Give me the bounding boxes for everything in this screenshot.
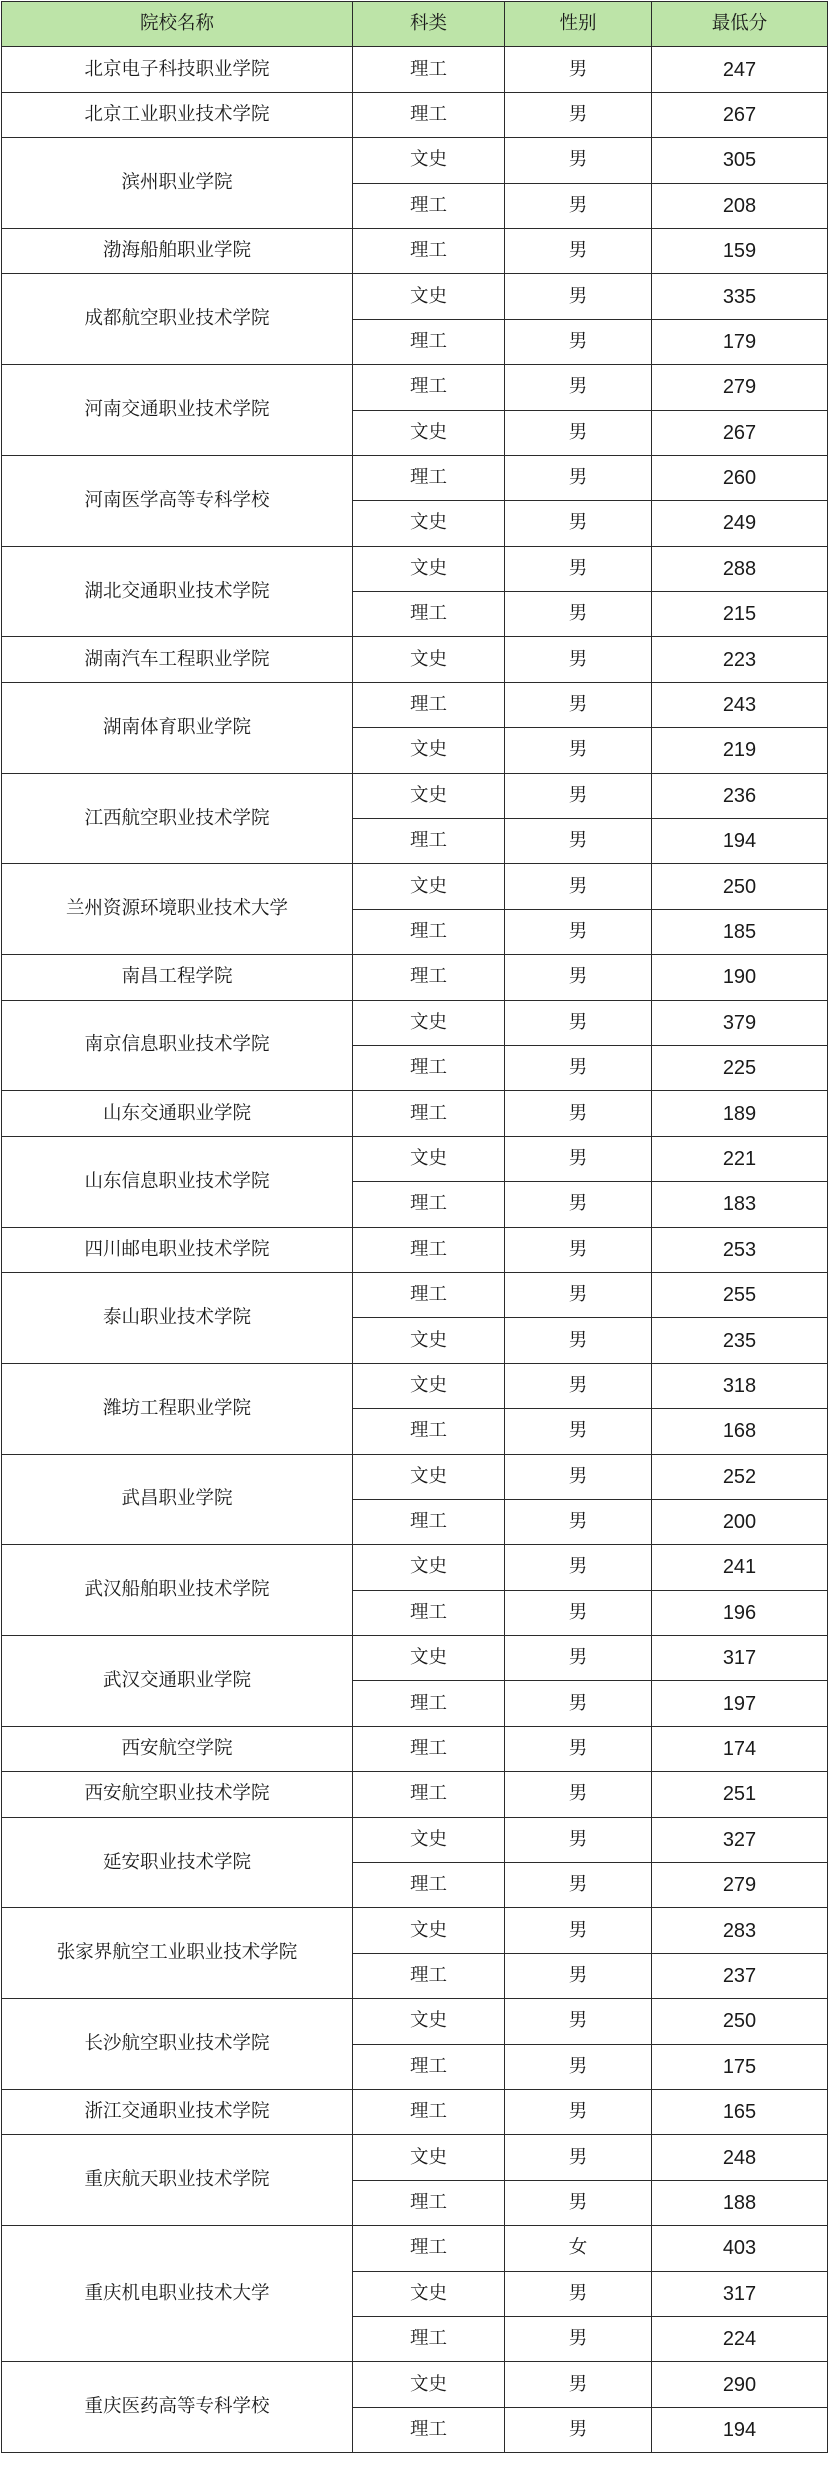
subject-cell: 理工 [353, 1953, 505, 1998]
school-name-cell: 北京电子科技职业学院 [2, 47, 353, 92]
table-row [2, 138, 828, 183]
table-row [2, 455, 828, 500]
table-row [2, 1772, 828, 1817]
gender-cell: 男 [505, 682, 652, 727]
min-score-cell: 251 [652, 1772, 828, 1817]
subject-cell: 理工 [353, 592, 505, 637]
gender-cell: 男 [505, 1863, 652, 1908]
subject-cell: 文史 [353, 2271, 505, 2316]
gender-cell: 男 [505, 2044, 652, 2089]
subject-cell: 理工 [353, 2089, 505, 2134]
gender-cell: 男 [505, 1272, 652, 1317]
table-row [2, 1636, 828, 1681]
gender-cell: 男 [505, 1953, 652, 1998]
school-name-cell: 滨州职业学院 [2, 138, 353, 229]
min-score-cell: 241 [652, 1545, 828, 1590]
school-name-cell: 张家界航空工业职业技术学院 [2, 1908, 353, 1999]
min-score-cell: 183 [652, 1182, 828, 1227]
subject-cell: 理工 [353, 2044, 505, 2089]
gender-cell: 男 [505, 819, 652, 864]
subject-cell: 理工 [353, 455, 505, 500]
school-name-cell: 山东交通职业学院 [2, 1091, 353, 1136]
subject-cell: 理工 [353, 819, 505, 864]
min-score-cell: 288 [652, 546, 828, 591]
min-score-cell: 255 [652, 1272, 828, 1317]
gender-cell: 男 [505, 2316, 652, 2361]
gender-cell: 男 [505, 1636, 652, 1681]
subject-cell: 理工 [353, 1227, 505, 1272]
school-name-cell: 延安职业技术学院 [2, 1817, 353, 1908]
table-row [2, 1817, 828, 1862]
table-row [2, 955, 828, 1000]
school-name-cell: 兰州资源环境职业技术大学 [2, 864, 353, 955]
gender-cell: 男 [505, 138, 652, 183]
min-score-cell: 200 [652, 1499, 828, 1544]
min-score-cell: 224 [652, 2316, 828, 2361]
gender-cell: 男 [505, 1182, 652, 1227]
min-score-cell: 237 [652, 1953, 828, 1998]
gender-cell: 男 [505, 92, 652, 137]
gender-cell: 男 [505, 592, 652, 637]
min-score-cell: 190 [652, 955, 828, 1000]
table-row [2, 637, 828, 682]
min-score-cell: 165 [652, 2089, 828, 2134]
min-score-cell: 179 [652, 319, 828, 364]
min-score-cell: 189 [652, 1091, 828, 1136]
gender-cell: 男 [505, 1590, 652, 1635]
min-score-cell: 248 [652, 2135, 828, 2180]
table-row [2, 1000, 828, 1045]
subject-cell: 理工 [353, 909, 505, 954]
subject-cell: 文史 [353, 1318, 505, 1363]
gender-cell: 男 [505, 546, 652, 591]
min-score-cell: 335 [652, 274, 828, 319]
table-row [2, 1726, 828, 1771]
gender-cell: 男 [505, 1817, 652, 1862]
gender-cell: 男 [505, 864, 652, 909]
gender-cell: 男 [505, 1772, 652, 1817]
min-score-cell: 208 [652, 183, 828, 228]
min-score-cell: 379 [652, 1000, 828, 1045]
table-row [2, 1454, 828, 1499]
table-row [2, 92, 828, 137]
subject-cell: 文史 [353, 1817, 505, 1862]
gender-cell: 男 [505, 1136, 652, 1181]
subject-cell: 文史 [353, 501, 505, 546]
min-score-cell: 403 [652, 2226, 828, 2271]
table-row [2, 365, 828, 410]
gender-cell: 男 [505, 1726, 652, 1771]
school-name-cell: 西安航空职业技术学院 [2, 1772, 353, 1817]
table-row [2, 864, 828, 909]
gender-cell: 男 [505, 274, 652, 319]
table-row [2, 1999, 828, 2044]
table-row [2, 682, 828, 727]
gender-cell: 男 [505, 1454, 652, 1499]
min-score-cell: 223 [652, 637, 828, 682]
gender-cell: 男 [505, 1908, 652, 1953]
subject-cell: 理工 [353, 682, 505, 727]
gender-cell: 男 [505, 2271, 652, 2316]
min-score-cell: 327 [652, 1817, 828, 1862]
header-school-name: 院校名称 [2, 2, 353, 47]
table-row [2, 1908, 828, 1953]
subject-cell: 理工 [353, 2226, 505, 2271]
min-score-cell: 185 [652, 909, 828, 954]
subject-cell: 理工 [353, 1182, 505, 1227]
min-score-cell: 279 [652, 1863, 828, 1908]
subject-cell: 理工 [353, 1272, 505, 1317]
subject-cell: 文史 [353, 728, 505, 773]
min-score-cell: 260 [652, 455, 828, 500]
subject-cell: 文史 [353, 2135, 505, 2180]
school-name-cell: 四川邮电职业技术学院 [2, 1227, 353, 1272]
school-name-cell: 武昌职业学院 [2, 1454, 353, 1545]
gender-cell: 男 [505, 2407, 652, 2452]
school-name-cell: 浙江交通职业技术学院 [2, 2089, 353, 2134]
school-name-cell: 河南交通职业技术学院 [2, 365, 353, 456]
min-score-cell: 279 [652, 365, 828, 410]
gender-cell: 男 [505, 365, 652, 410]
school-name-cell: 长沙航空职业技术学院 [2, 1999, 353, 2090]
gender-cell: 男 [505, 319, 652, 364]
table-row [2, 2226, 828, 2271]
min-score-cell: 318 [652, 1363, 828, 1408]
school-name-cell: 西安航空学院 [2, 1726, 353, 1771]
subject-cell: 文史 [353, 1545, 505, 1590]
gender-cell: 男 [505, 1000, 652, 1045]
gender-cell: 男 [505, 1499, 652, 1544]
gender-cell: 男 [505, 501, 652, 546]
admission-score-table [1, 1, 828, 2453]
min-score-cell: 290 [652, 2362, 828, 2407]
subject-cell: 理工 [353, 1409, 505, 1454]
school-name-cell: 成都航空职业技术学院 [2, 274, 353, 365]
gender-cell: 男 [505, 1545, 652, 1590]
subject-cell: 理工 [353, 1772, 505, 1817]
min-score-cell: 267 [652, 410, 828, 455]
table-row [2, 1091, 828, 1136]
subject-cell: 理工 [353, 47, 505, 92]
min-score-cell: 175 [652, 2044, 828, 2089]
subject-cell: 文史 [353, 1000, 505, 1045]
gender-cell: 男 [505, 1999, 652, 2044]
table-row [2, 1545, 828, 1590]
min-score-cell: 250 [652, 864, 828, 909]
gender-cell: 男 [505, 228, 652, 273]
subject-cell: 理工 [353, 183, 505, 228]
min-score-cell: 317 [652, 1636, 828, 1681]
school-name-cell: 武汉船舶职业技术学院 [2, 1545, 353, 1636]
table-row [2, 1363, 828, 1408]
min-score-cell: 168 [652, 1409, 828, 1454]
gender-cell: 男 [505, 773, 652, 818]
subject-cell: 理工 [353, 1045, 505, 1090]
gender-cell: 男 [505, 183, 652, 228]
min-score-cell: 221 [652, 1136, 828, 1181]
min-score-cell: 305 [652, 138, 828, 183]
header-min-score: 最低分 [652, 2, 828, 47]
school-name-cell: 北京工业职业技术学院 [2, 92, 353, 137]
subject-cell: 理工 [353, 1590, 505, 1635]
min-score-cell: 253 [652, 1227, 828, 1272]
school-name-cell: 潍坊工程职业学院 [2, 1363, 353, 1454]
subject-cell: 文史 [353, 637, 505, 682]
min-score-cell: 194 [652, 819, 828, 864]
school-name-cell: 重庆机电职业技术大学 [2, 2226, 353, 2362]
gender-cell: 女 [505, 2226, 652, 2271]
header-gender: 性别 [505, 2, 652, 47]
subject-cell: 理工 [353, 1681, 505, 1726]
gender-cell: 男 [505, 909, 652, 954]
subject-cell: 理工 [353, 1863, 505, 1908]
min-score-cell: 252 [652, 1454, 828, 1499]
school-name-cell: 武汉交通职业学院 [2, 1636, 353, 1727]
gender-cell: 男 [505, 1045, 652, 1090]
table-row [2, 773, 828, 818]
gender-cell: 男 [505, 637, 652, 682]
subject-cell: 理工 [353, 2180, 505, 2225]
gender-cell: 男 [505, 1318, 652, 1363]
min-score-cell: 188 [652, 2180, 828, 2225]
gender-cell: 男 [505, 410, 652, 455]
table-body [2, 47, 828, 2453]
school-name-cell: 泰山职业技术学院 [2, 1272, 353, 1363]
min-score-cell: 219 [652, 728, 828, 773]
school-name-cell: 江西航空职业技术学院 [2, 773, 353, 864]
header-row [2, 2, 828, 47]
gender-cell: 男 [505, 1681, 652, 1726]
table-row [2, 2135, 828, 2180]
gender-cell: 男 [505, 955, 652, 1000]
table-row [2, 1272, 828, 1317]
gender-cell: 男 [505, 455, 652, 500]
subject-cell: 文史 [353, 410, 505, 455]
subject-cell: 文史 [353, 1908, 505, 1953]
gender-cell: 男 [505, 728, 652, 773]
subject-cell: 文史 [353, 1454, 505, 1499]
subject-cell: 理工 [353, 1726, 505, 1771]
table-row [2, 546, 828, 591]
min-score-cell: 283 [652, 1908, 828, 1953]
subject-cell: 文史 [353, 773, 505, 818]
school-name-cell: 渤海船舶职业学院 [2, 228, 353, 273]
school-name-cell: 湖南汽车工程职业学院 [2, 637, 353, 682]
gender-cell: 男 [505, 1363, 652, 1408]
school-name-cell: 河南医学高等专科学校 [2, 455, 353, 546]
subject-cell: 理工 [353, 228, 505, 273]
subject-cell: 理工 [353, 319, 505, 364]
subject-cell: 文史 [353, 2362, 505, 2407]
subject-cell: 文史 [353, 1999, 505, 2044]
table-row [2, 274, 828, 319]
subject-cell: 文史 [353, 138, 505, 183]
min-score-cell: 243 [652, 682, 828, 727]
school-name-cell: 南昌工程学院 [2, 955, 353, 1000]
gender-cell: 男 [505, 2135, 652, 2180]
min-score-cell: 250 [652, 1999, 828, 2044]
subject-cell: 理工 [353, 92, 505, 137]
school-name-cell: 重庆航天职业技术学院 [2, 2135, 353, 2226]
gender-cell: 男 [505, 2089, 652, 2134]
subject-cell: 理工 [353, 365, 505, 410]
subject-cell: 理工 [353, 955, 505, 1000]
min-score-cell: 236 [652, 773, 828, 818]
school-name-cell: 山东信息职业技术学院 [2, 1136, 353, 1227]
gender-cell: 男 [505, 2362, 652, 2407]
table-row [2, 2089, 828, 2134]
min-score-cell: 197 [652, 1681, 828, 1726]
subject-cell: 文史 [353, 1636, 505, 1681]
school-name-cell: 湖北交通职业技术学院 [2, 546, 353, 637]
school-name-cell: 湖南体育职业学院 [2, 682, 353, 773]
min-score-cell: 225 [652, 1045, 828, 1090]
subject-cell: 理工 [353, 1499, 505, 1544]
subject-cell: 文史 [353, 864, 505, 909]
subject-cell: 理工 [353, 1091, 505, 1136]
min-score-cell: 235 [652, 1318, 828, 1363]
school-name-cell: 重庆医药高等专科学校 [2, 2362, 353, 2453]
table-row [2, 1227, 828, 1272]
subject-cell: 文史 [353, 274, 505, 319]
header-subject: 科类 [353, 2, 505, 47]
min-score-cell: 196 [652, 1590, 828, 1635]
table-row [2, 1136, 828, 1181]
min-score-cell: 317 [652, 2271, 828, 2316]
table-row [2, 47, 828, 92]
school-name-cell: 南京信息职业技术学院 [2, 1000, 353, 1091]
min-score-cell: 194 [652, 2407, 828, 2452]
min-score-cell: 159 [652, 228, 828, 273]
gender-cell: 男 [505, 1409, 652, 1454]
gender-cell: 男 [505, 47, 652, 92]
table-row [2, 228, 828, 273]
gender-cell: 男 [505, 1091, 652, 1136]
table-row [2, 2362, 828, 2407]
subject-cell: 文史 [353, 1363, 505, 1408]
min-score-cell: 267 [652, 92, 828, 137]
subject-cell: 理工 [353, 2407, 505, 2452]
min-score-cell: 249 [652, 501, 828, 546]
min-score-cell: 215 [652, 592, 828, 637]
gender-cell: 男 [505, 2180, 652, 2225]
subject-cell: 文史 [353, 546, 505, 591]
gender-cell: 男 [505, 1227, 652, 1272]
subject-cell: 理工 [353, 2316, 505, 2361]
min-score-cell: 247 [652, 47, 828, 92]
min-score-cell: 174 [652, 1726, 828, 1771]
subject-cell: 文史 [353, 1136, 505, 1181]
